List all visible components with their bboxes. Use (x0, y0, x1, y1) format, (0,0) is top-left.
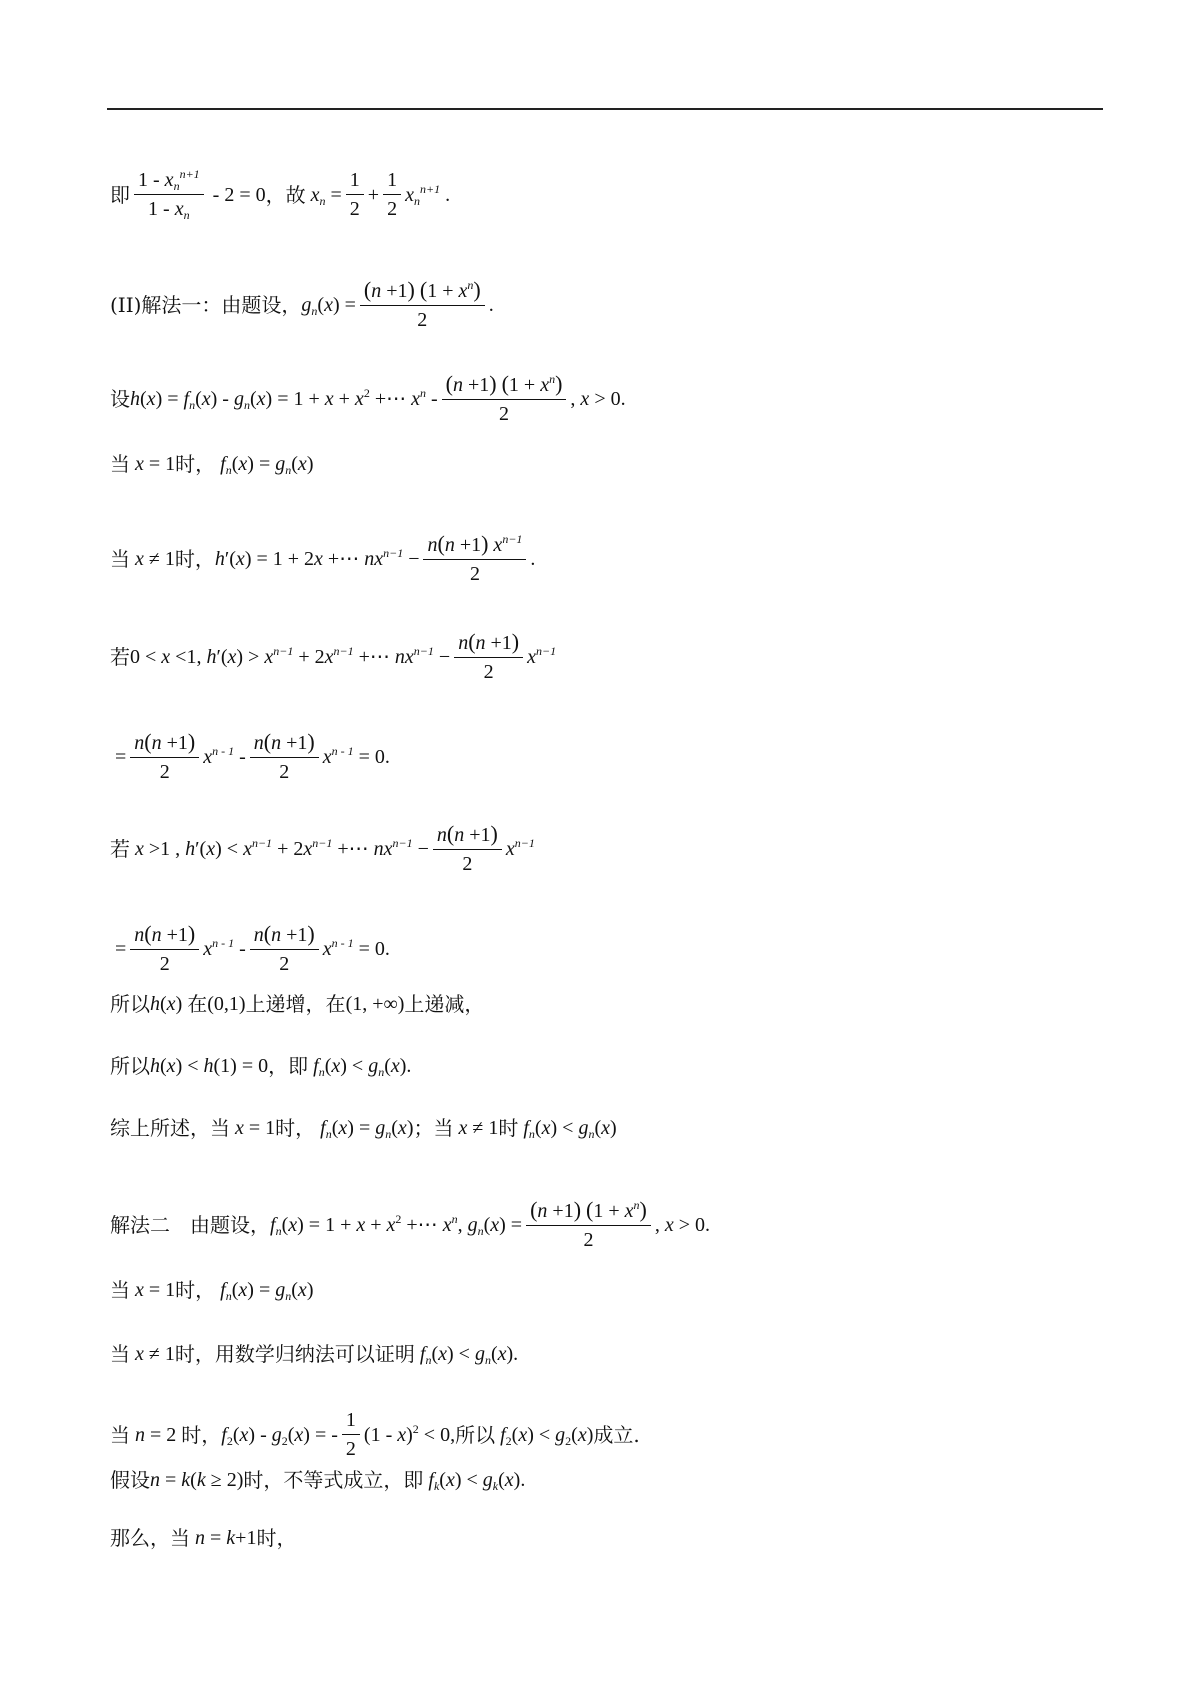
text: 所以 (110, 1054, 150, 1078)
line-14: 当 x = 1 时， $f_n(x) = g_n(x)$ (110, 1278, 314, 1303)
text: 时，用数学归纳法可以证明 (174, 1342, 415, 1366)
text: 所以 (455, 1422, 496, 1447)
text: 时， (181, 1422, 222, 1447)
text: 所以 (110, 992, 150, 1016)
text: 上递增，在 (245, 992, 346, 1016)
text: 当 (110, 1278, 130, 1302)
line-9: = $\frac{n(n +1)}{2}$ $x^{n - 1}$ - $\frac{n(n +1)}{2}$ $x^{n - 1} = 0$. (110, 921, 390, 975)
fraction: $\frac{1 - x_n^{n+1}}{1 - x_n}$ (134, 168, 204, 221)
text: 当 (110, 547, 130, 571)
text: 若 (110, 645, 130, 669)
text: 时， (175, 452, 216, 476)
text: 解法二 由题设， (110, 1213, 270, 1237)
text: 时， (256, 1526, 297, 1550)
line-2: (II)解法一：由题设， $g_n(x)$ = $\frac{(n +1) (1 + x^n)}{2}$ . (110, 277, 494, 331)
text: 时， (174, 547, 215, 571)
text: ，故 (265, 182, 306, 207)
text: 若 (110, 837, 130, 861)
line-6: 若 0 < x <1, $h'(x) > x^{n-1} + 2x^{n-1}$ +⋯ $nx^{n-1}$ − $\frac{n(n +1)}{2}$ $x^{n-1}$ (110, 629, 557, 683)
text: 综上所述，当 (110, 1116, 230, 1140)
text: 时， (175, 1278, 216, 1302)
text: 设 (110, 387, 130, 411)
line-12: 综上所述，当 x = 1 时， $f_n(x) = g_n(x)$ ；当 x ≠ 1 时 $f_n(x) < g_n(x)$ (110, 1116, 617, 1141)
text: 即 (110, 182, 130, 207)
line-17: 假设 n = k(k ≥ 2) 时，不等式成立，即 $f_k(x) < g_k(x)$. (110, 1468, 526, 1493)
text: ，即 (268, 1054, 309, 1078)
text: 时 (498, 1116, 519, 1140)
line-8: 若 x >1 , $h'(x) < x^{n-1} + 2x^{n-1}$ +⋯ $nx^{n-1}$ − $\frac{n(n +1)}{2}$ $x^{n-1}$ (110, 821, 535, 875)
line-10: 所以 h(x) 在 (0,1) 上递增，在 (1, +∞) 上递减， (110, 992, 485, 1016)
line-13: 解法二 由题设， $f_n(x) = 1 + x + x^2$ +⋯ $x^n$, $g_n(x)$ = $\frac{(n +1) (1 + x^n)}{2}$ , x > 0. (110, 1197, 711, 1251)
header-rule (107, 108, 1103, 110)
line-4: 当 x = 1 时， $f_n(x) = g_n(x)$ (110, 452, 314, 477)
line-1: 即 $\frac{1 - x_n^{n+1}}{1 - x_n}$ - 2 = 0 ，故 $x_n$ = $\frac{1}{2}$ + $\frac{1}{2}$ $x_n^{n+1}$ . (110, 167, 451, 222)
line-7: = $\frac{n(n +1)}{2}$ $x^{n - 1}$ - $\frac{n(n +1)}{2}$ $x^{n - 1} = 0$. (110, 729, 390, 783)
text: 当 (110, 1422, 130, 1447)
line-15: 当 x ≠ 1 时，用数学归纳法可以证明 $f_n(x) < g_n(x)$. (110, 1342, 519, 1367)
text: 成立. (593, 1422, 640, 1447)
text: 时， (275, 1116, 316, 1140)
text: (II)解法一：由题设， (110, 293, 302, 317)
text: 在 (187, 992, 208, 1016)
line-16: 当 n = 2 时， $f_2(x) - g_2(x)$ = - $\frac{1}{2}$ (1 - x)$^2$ < 0, 所以 $f_2(x) < g_2(x)$ 成立. (110, 1409, 640, 1460)
text: 假设 (110, 1468, 150, 1492)
line-5: 当 x ≠ 1 时， h′(x) = 1 + 2x +⋯ $nx^{n-1}$ − $\frac{n(n +1) x^{n-1}}{2}$ . (110, 531, 536, 585)
text: 当 (110, 1342, 130, 1366)
text: 上递减， (404, 992, 485, 1016)
line-11: 所以 h(x) < h(1) = 0 ，即 $f_n(x) < g_n(x)$. (110, 1054, 412, 1079)
text: 当 (110, 452, 130, 476)
text: 时，不等式成立，即 (243, 1468, 424, 1492)
text: 那么，当 (110, 1526, 190, 1550)
text: ；当 (413, 1116, 454, 1140)
line-3: 设 $h(x) = f_n(x) - g_n(x) = 1 + x + x^2$ +⋯ $x^n$ - $\frac{(n +1) (1 + x^n)}{2}$ , x > 0. (110, 371, 626, 425)
line-18: 那么，当 n = k+1 时， (110, 1526, 297, 1550)
